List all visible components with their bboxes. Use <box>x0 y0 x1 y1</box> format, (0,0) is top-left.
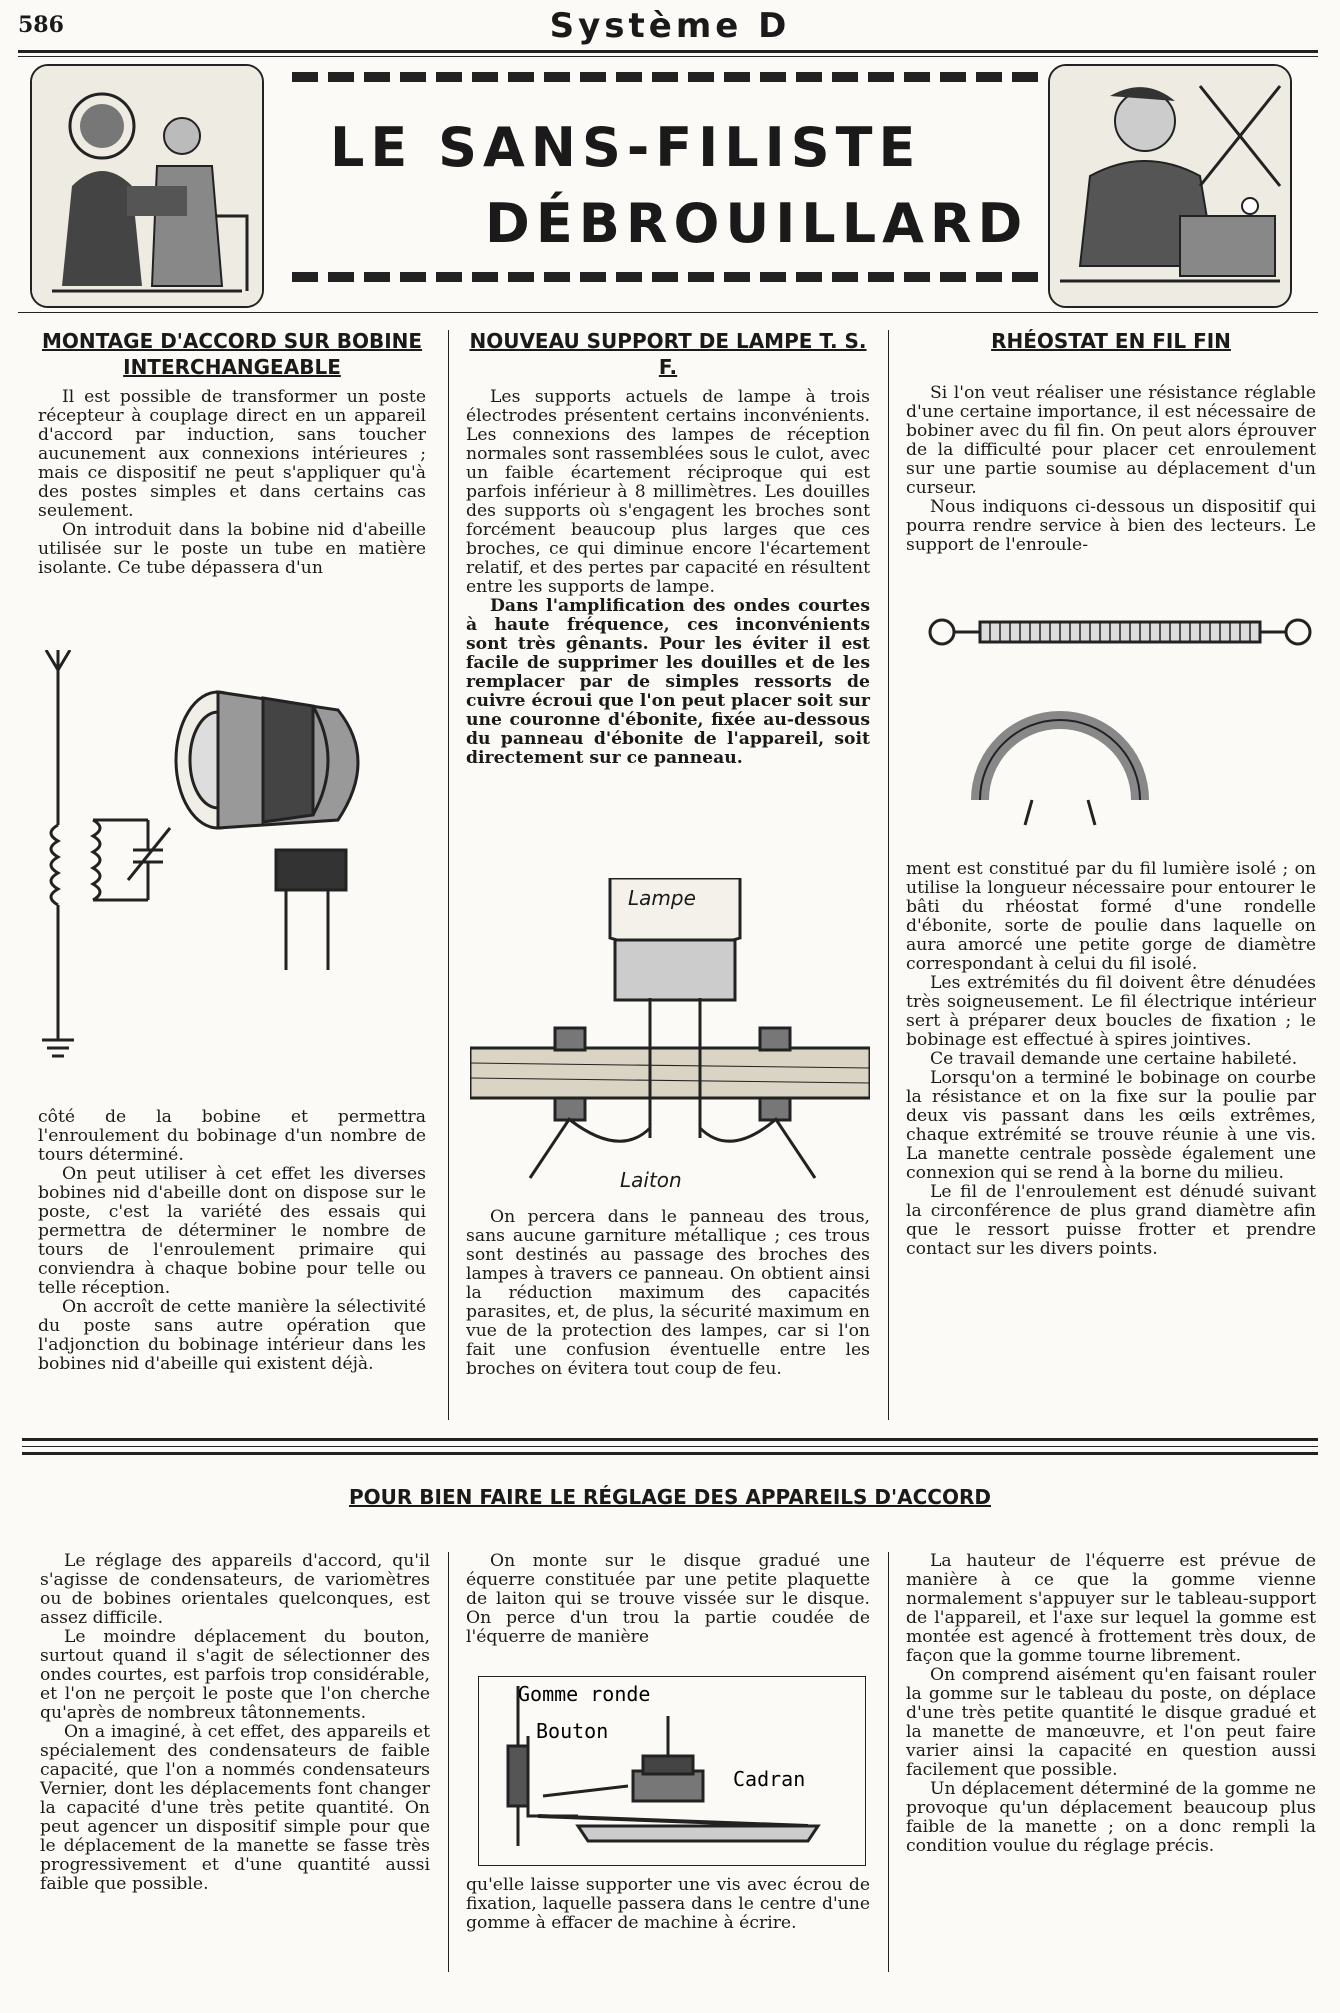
header-rule <box>18 50 1318 53</box>
paragraph: Le réglage des appareils d'accord, qu'il s'agisse de condensateurs, de variomètres ou de bobines orientales quelconques, est assez difficile. <box>40 1551 430 1628</box>
paragraph: Les extrémités du fil doivent être dénudées très soigneusement. Le fil électrique intérieur sert à préparer deux boucles de fixation ; le bobinage est effectué à spires jointives. <box>906 973 1316 1050</box>
banner-ornament-bottom <box>292 272 1048 282</box>
paragraph: qu'elle laisse supporter une vis avec écrou de fixation, laquelle passera dans le centre d'une gomme à effacer de machine à écrire. <box>466 1875 870 1933</box>
section-rule <box>22 1438 1318 1441</box>
vernier-figure <box>478 1676 866 1866</box>
antenna-coil-diagram <box>38 650 433 1090</box>
column-divider <box>448 1552 449 1972</box>
column-divider <box>888 1552 889 1972</box>
article-montage-accord-continued <box>38 1108 426 1374</box>
banner-bottom-rule <box>18 312 1318 313</box>
radio-listeners-illustration <box>32 66 262 306</box>
figure-label-cadran: Cadran <box>733 1767 806 1791</box>
article-support-lampe-continued <box>466 1208 870 1379</box>
article-reglage-col3 <box>906 1552 1316 1856</box>
paragraph: Il est possible de transformer un poste récepteur à couplage direct en un appareil d'accord par induction, sans toucher aucunement aux connexions intérieures ; mais ce dispositif ne peut s'appliquer qu'à des postes simples et dans certains cas seulement. <box>38 387 426 521</box>
paragraph: On peut utiliser à cet effet les diverses bobines nid d'abeille dont on dispose sur le poste, c'est la variété des essais qui permettra de déterminer le nombre de tours de l'enroulement primaire qui conviendra à chaque bobine pour telle ou telle réception. <box>38 1164 426 1298</box>
article-montage-accord <box>38 328 426 578</box>
article-rheostat-continued <box>906 860 1316 1259</box>
figure-label-lampe: Lampe <box>628 886 696 910</box>
series-title: Système D <box>549 6 791 46</box>
paragraph: Le moindre déplacement du bouton, surtout quand il s'agit de sélectionner des ondes courtes, est parfois trop considérable, et l'on ne perçoit le poste que l'on cherche qu'après de nombreux tâtonnements. <box>40 1627 430 1723</box>
article-reglage-col2 <box>466 1552 870 1647</box>
paragraph: On introduit dans la bobine nid d'abeille utilisée sur le poste un tube en matière isolante. Ce tube dépassera d'un <box>38 520 426 578</box>
paragraph: On a imaginé, à cet effet, des appareils et spécialement des condensateurs de faible capacité, que l'on a nommés condensateurs Vernier, dont les déplacements font changer la capacité d'une très petite quantité. On peut agencer un dispositif simple pour que le déplacement de la manette se fasse très progressivement et d'une quantité aussi faible que possible. <box>40 1722 430 1894</box>
paragraph: Lorsqu'on a terminé le bobinage on courbe la résistance et on la fixe sur la poulie par deux vis passant dans les œils extrêmes, chaque extrémité se trouve réunie à une vis. La manette centrale possède également une connexion qui se rend à la borne du milieu. <box>906 1068 1316 1183</box>
page-number: 586 <box>18 12 64 38</box>
article-title: RHÉOSTAT EN FIL FIN <box>991 329 1231 353</box>
article-title: MONTAGE D'ACCORD SUR BOBINE INTERCHANGEABLE <box>41 329 423 379</box>
paragraph: Si l'on veut réaliser une résistance réglable d'une certaine importance, il est nécessaire de bobiner avec du fil fin. On peut alors éprouver de la difficulté pour placer cet enroulement sur une partie soumise au déplacement d'un curseur. <box>906 383 1316 498</box>
article-title-reglage: POUR BIEN FAIRE LE RÉGLAGE DES APPAREILS D'ACCORD <box>349 1485 991 1509</box>
figure-label-bouton: Bouton <box>536 1719 609 1743</box>
banner-title-line2: DÉBROUILLARD <box>485 192 1029 255</box>
article-reglage-col2-continued <box>466 1876 870 1933</box>
paragraph: Ce travail demande une certaine habileté. <box>930 1049 1298 1069</box>
lamp-support-figure <box>470 878 870 1200</box>
article-support-lampe <box>466 328 870 768</box>
paragraph: On comprend aisément qu'en faisant rouler la gomme sur le tableau du poste, on déplace d'une très petite quantité le disque gradué et la manette de manœuvre, et l'on peut faire varier ainsi la capacité en question aussi facilement que possible. <box>906 1665 1316 1780</box>
article-title: NOUVEAU SUPPORT DE LAMPE T. S. F. <box>469 329 867 379</box>
paragraph: La hauteur de l'équerre est prévue de manière à ce que la gomme vienne normalement s'appuyer sur le tableau-support de l'appareil, et l'axe sur lequel la gomme est montée est agencé à frottement très doux, de façon que la gomme tourne librement. <box>906 1551 1316 1666</box>
section-rule-thin <box>22 1446 1318 1447</box>
header-rule-thin <box>18 56 1318 57</box>
article-rheostat <box>906 328 1316 555</box>
rheostat-coil-diagram <box>920 610 1320 850</box>
banner-ornament-top <box>292 72 1048 82</box>
column-divider <box>888 330 889 1420</box>
radio-amateur-illustration <box>1050 66 1290 306</box>
paragraph: On monte sur le disque gradué une équerre constituée par une petite plaquette de laiton qui se trouve vissée sur le disque. On perce d'un trou la partie coudée de l'équerre de manière <box>466 1551 870 1647</box>
rheostat-figure <box>920 610 1320 850</box>
figure-label-laiton: Laiton <box>620 1168 682 1192</box>
column-divider <box>448 330 449 1420</box>
paragraph: Les supports actuels de lampe à trois électrodes présentent certains inconvénients. Les connexions des lampes de réception normales sont rassemblées sous le culot, avec un faible écartement réciproque qui est parfois inférieur à 8 millimètres. Les douilles des supports où s'engagent les broches sont forcément beaucoup plus larges que ces broches, ce qui diminue encore l'écartement relatif, et des pertes par capacité en résultent entre les supports de lampe. <box>466 387 870 597</box>
vernier-dial-diagram <box>478 1676 866 1866</box>
paragraph: côté de la bobine et permettra l'enroulement du bobinage d'un nombre de tours déterminé. <box>38 1107 426 1165</box>
paragraph: Un déplacement déterminé de la gomme ne provoque qu'un déplacement beaucoup plus faible de la manette ; on a donc rempli la condition voulue du réglage précis. <box>906 1779 1316 1856</box>
figure-label-gomme: Gomme ronde <box>518 1682 651 1706</box>
right-illustration <box>1048 64 1292 308</box>
banner <box>30 64 1310 304</box>
banner-title-line1: LE SANS-FILISTE <box>330 116 922 179</box>
section-rule-2 <box>22 1452 1318 1455</box>
paragraph: On accroît de cette manière la sélectivité du poste sans autre opération que l'adjonction du bobinage intérieur dans les bobines nid d'abeille qui existent déjà. <box>38 1297 426 1374</box>
paragraph: Le fil de l'enroulement est dénudé suivant la circonférence de plus grand diamètre afin que le ressort puisse frotter et prendre contact sur les divers points. <box>906 1182 1316 1259</box>
paragraph: Dans l'amplification des ondes courtes à haute fréquence, ces inconvénients sont très gênants. Pour les éviter il est facile de supprimer les douilles et de les remplacer par de simples ressorts de cuivre écroui que l'on peut placer soit sur une couronne d'ébonite, fixée au-dessous du panneau d'ébonite de l'appareil, soit directement sur ce panneau. <box>466 596 870 768</box>
left-illustration <box>30 64 264 308</box>
article-reglage-col1 <box>40 1552 430 1894</box>
coil-figure <box>38 650 433 1090</box>
lamp-support-diagram <box>470 878 870 1200</box>
paragraph: ment est constitué par du fil lumière isolé ; on utilise la longueur nécessaire pour entourer le bâti du rhéostat formé d'une rondelle d'ébonite, sorte de poulie dans laquelle on aura amorcé une petite gorge de diamètre correspondant à celui du fil isolé. <box>906 859 1316 974</box>
paragraph: Nous indiquons ci-dessous un dispositif qui pourra rendre service à bien des lecteurs. Le support de l'enroule- <box>906 497 1316 555</box>
paragraph: On percera dans le panneau des trous, sans aucune garniture métallique ; ces trous sont destinés au passage des broches des lampes à travers ce panneau. On obtient ainsi la réduction maximum des capacités parasites, et, de plus, la sécurité maximum en vue de la protection des lampes, car si l'on fait une confusion éventuelle entre les broches on évitera tout coup de feu. <box>466 1207 870 1379</box>
